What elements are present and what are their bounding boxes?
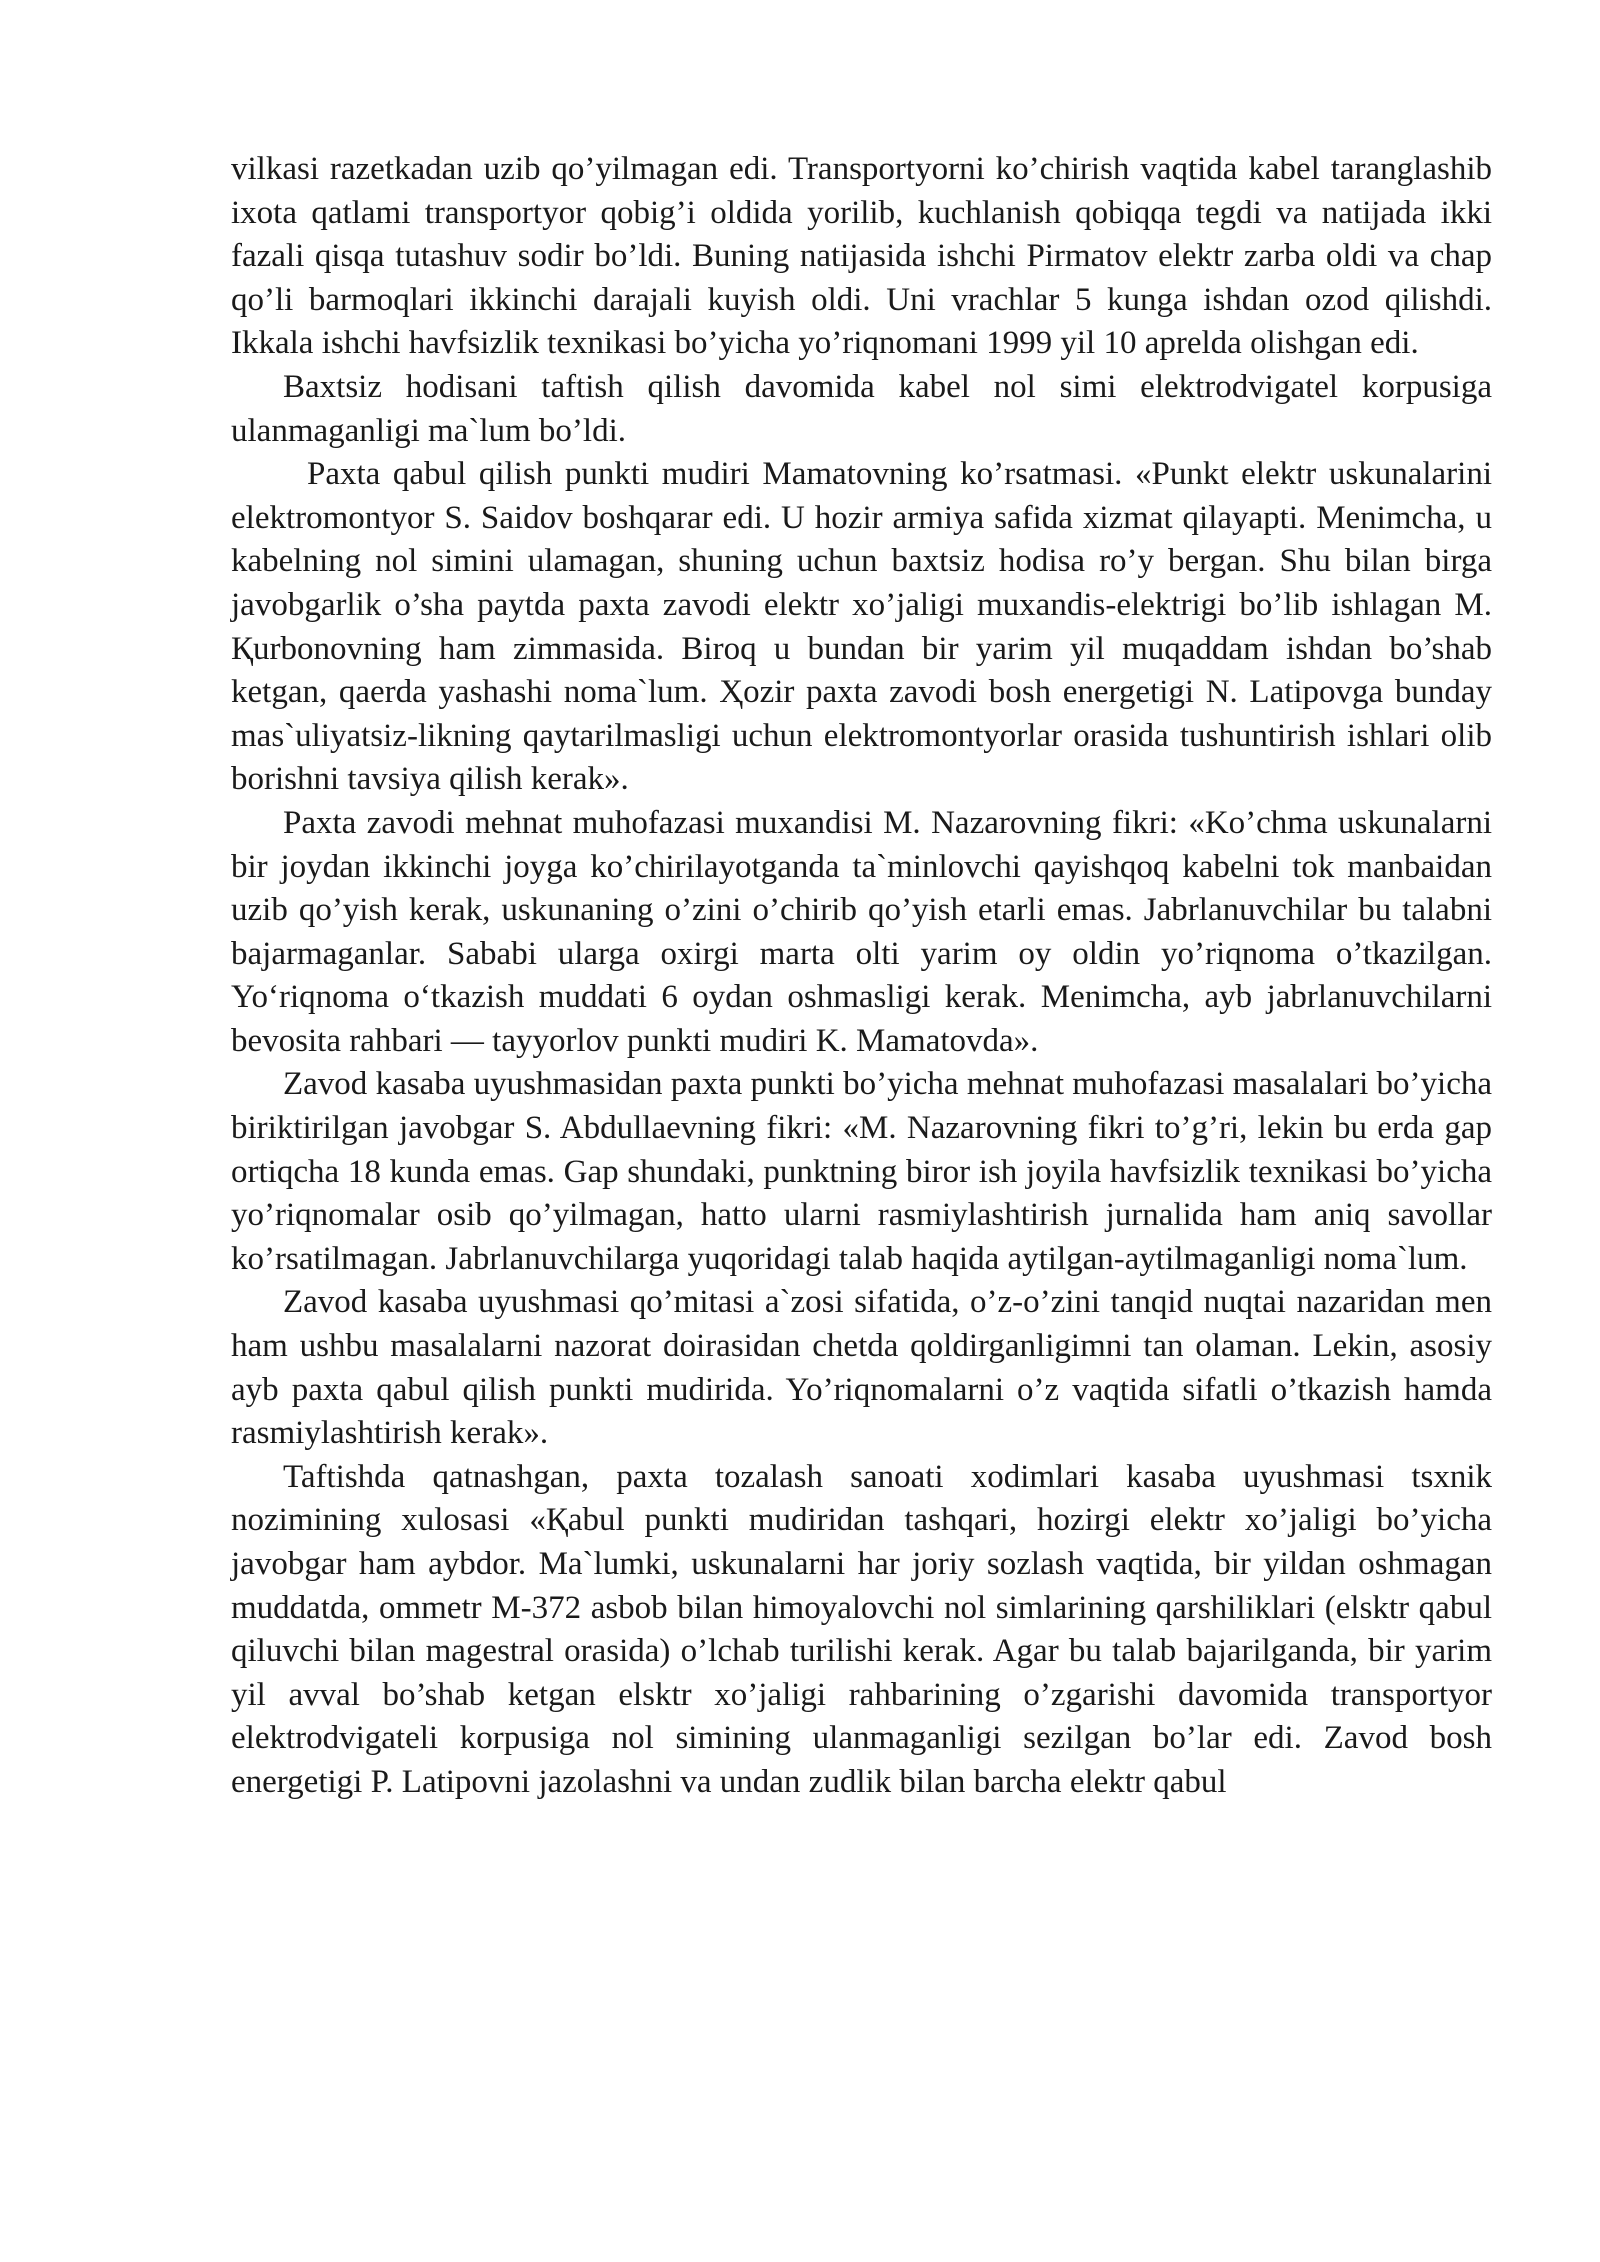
paragraph-investigation: Baxtsiz hodisani taftish qilish davomida kabel nol simi elektrodvigatel korpusiga ulanmaganligi ma`lum bo’ldi. <box>231 368 1492 449</box>
paragraph-inspector-conclusion: Taftishda qatnashgan, paxta tozalash sanoati xodimlari kasaba uyushmasi tsxnik nozimining xulosasi «Қabul punkti mudiridan tashqari, hozirgi elektr xo’jaligi bo’yicha javobgar ham aybdor. Ma`lumki, uskunalarni har joriy sozlash vaqtida, bir yildan oshmagan muddatda, ommetr M-372 asbob bilan himoyalovchi nol simlarining qarshiliklari (elsktr qabul qiluvchi bilan magestral orasida) o’lchab turilishi kerak. Agar bu talab bajarilganda, bir yarim yil avval bo’shab ketgan elsktr xo’jaligi rahbarining o’zgarishi davomida transportyor elektrodvigateli korpusiga nol simining ulanmaganligi sezilgan bo’lar edi. Zavod bosh energetigi P. Latipovni jazolashni va undan zudlik bilan barcha elektr qabul <box>231 1458 1492 1800</box>
paragraph-committee-member: Zavod kasaba uyushmasi qo’mitasi a`zosi sifatida, o’z-o’zini tanqid nuqtai nazaridan men ham ushbu masalalarni nazorat doirasidan chetda qoldirganligimni tan olaman. Lekin, asosiy ayb paxta qabul qilish punkti mudirida. Yo’riqnomalarni o’z vaqtida sifatli o’tkazish hamda rasmiylashtirish kerak». <box>231 1284 1492 1452</box>
paragraph-nazarov-opinion: Paxta zavodi mehnat muhofazasi muxandisi M. Nazarovning fikri: «Ko’chma uskunalarni bir joydan ikkinchi joyga ko’chirilayotganda ta`minlovchi qayishqoq kabelni tok manbaidan uzib qo’yish kerak, uskunaning o’zini o’chirib qo’yish etarli emas. Jabrlanuvchilar bu talabni bajarmaganlar. Sababi ularga oxirgi marta olti yarim oy oldin yo’riqnoma o’tkazilgan. Yo‘riqnoma o‘tkazish muddati 6 oydan oshmasligi kerak. Menimcha, ayb jabrlanuvchilarni bevosita rahbari — tayyorlov punkti mudiri K. Mamatovda». <box>231 804 1492 1059</box>
paragraph-abdullaev-opinion: Zavod kasaba uyushmasidan paxta punkti bo’yicha mehnat muhofazasi masalalari bo’yicha biriktirilgan javobgar S. Abdullaevning fikri: «M. Nazarovning fikri to’g’ri, lekin bu erda gap ortiqcha 18 kunda emas. Gap shundaki, punktning biror ish joyila havfsizlik texnikasi bo’yicha yo’riqnomalar osib qo’yilmagan, hatto ularni rasmiylashtirish jurnalida ham aniq savollar ko’rsatilmagan. Jabrlanuvchilarga yuqoridagi talab haqida aytilgan-aytilmaganligi noma`lum. <box>231 1066 1492 1277</box>
document-page <box>231 148 1492 1805</box>
paragraph-continuation: vilkasi razetkadan uzib qo’yilmagan edi. Transportyorni ko’chirish vaqtida kabel taranglashib ixota qatlami transportyor qobig’i oldida yorilib, kuchlanish qobiqqa tegdi va natijada ikki fazali qisqa tutashuv sodir bo’ldi. Buning natijasida ishchi Pirmatov elektr zarba oldi va chap qo’li barmoqlari ikkinchi darajali kuyish oldi. Uni vrachlar 5 kunga ishdan ozod qilishdi. Ikkala ishchi havfsizlik texnikasi bo’yicha yo’riqnomani 1999 yil 10 aprelda olishgan edi. <box>231 151 1492 362</box>
paragraph-mamatov-statement: Paxta qabul qilish punkti mudiri Mamatovning ko’rsatmasi. «Punkt elektr uskunalarini elektromontyor S. Saidov boshqarar edi. U hozir armiya safida xizmat qilayapti. Menimcha, u kabelning nol simini ulamagan, shuning uchun baxtsiz hodisa ro’y bergan. Shu bilan birga javobgarlik o’sha paytda paxta zavodi elektr xo’jaligi muxandis-elektrigi bo’lib ishlagan M. Қurbonovning ham zimmasida. Biroq u bundan bir yarim yil muqaddam ishdan bo’shab ketgan, qaerda yashashi noma`lum. Ҳozir paxta zavodi bosh energetigi N. Latipovga bunday mas`uliyatsiz-likning qaytarilmasligi uchun elektromontyorlar orasida tushuntirish ishlari olib borishni tavsiya qilish kerak». <box>231 456 1492 798</box>
